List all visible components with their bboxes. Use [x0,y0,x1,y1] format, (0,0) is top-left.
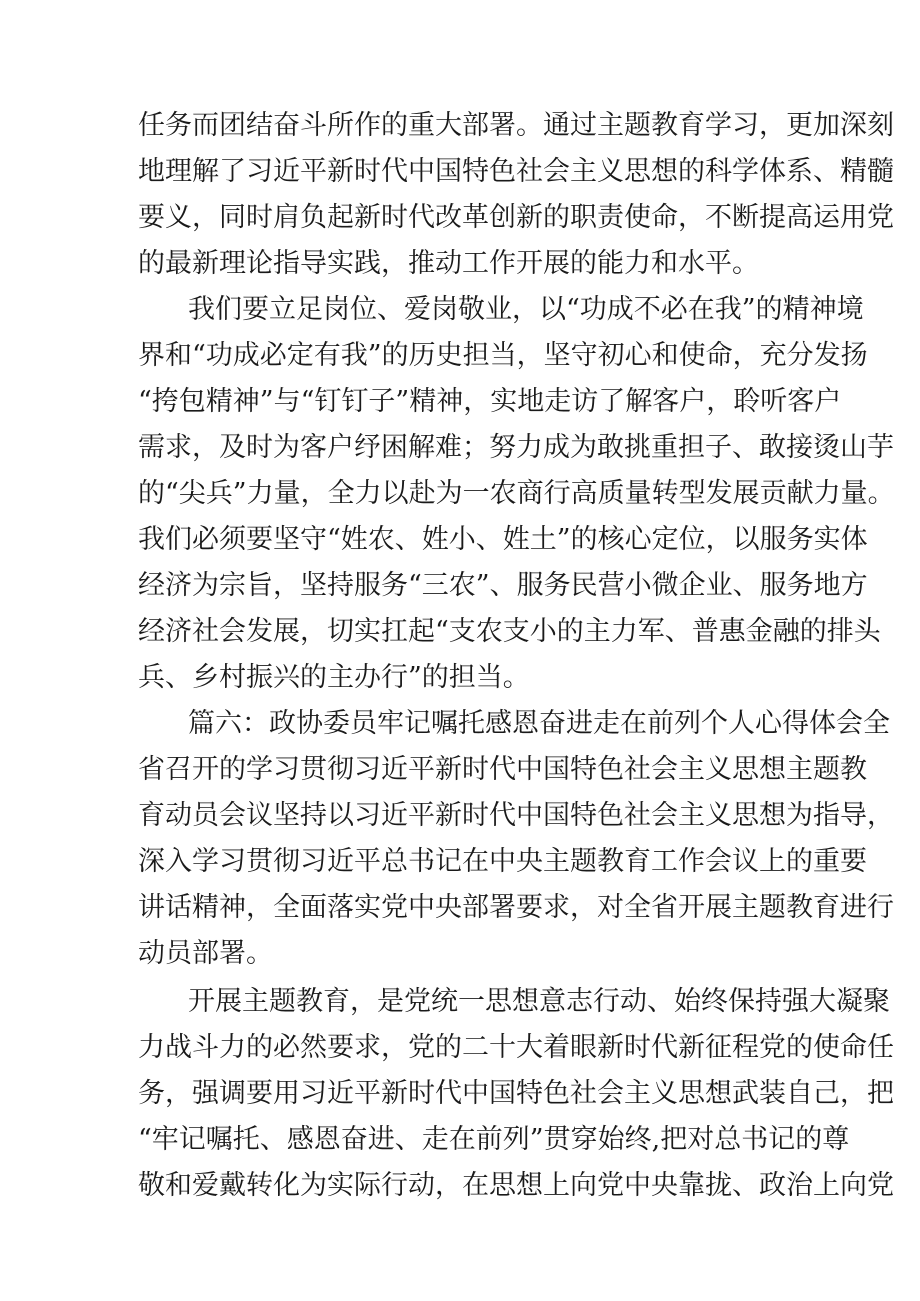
text-line: 敬和爱戴转化为实际行动，在思想上向党中央靠拢、政治上向党 [138,1170,894,1201]
text-line: 任务而团结奋斗所作的重大部署。通过主题教育学习，更加深刻 [138,110,894,141]
text-line: 需求，及时为客户纾困解难；努力成为敢挑重担子、敢接烫山芋 [138,432,894,463]
paragraph-first-line: 开展主题教育，是党统一思想意志行动、始终保持强大凝聚 [188,986,890,1017]
text-line: 的最新理论指导实践，推动工作开展的能力和水平。 [138,248,759,279]
text-line: 讲话精神，全面落实党中央部署要求，对全省开展主题教育进行 [138,892,894,923]
text-line: 我们必须要坚守“姓农、姓小、姓土”的核心定位，以服务实体 [138,524,868,555]
text-line: “挎包精神”与“钉钉子”精神，实地走访了解客户，聆听客户 [138,386,842,417]
text-line: 务，强调要用习近平新时代中国特色社会主义思想武装自己，把 [138,1078,894,1109]
text-line: 省召开的学习贯彻习近平新时代中国特色社会主义思想主题教 [138,754,867,785]
text-line: 兵、乡村振兴的主办行”的担当。 [138,662,530,693]
text-line: 育动员会议坚持以习近平新时代中国特色社会主义思想为指导， [138,800,894,831]
text-line: 深入学习贯彻习近平总书记在中央主题教育工作会议上的重要 [138,846,867,877]
text-line: 的“尖兵”力量，全力以赴为一农商行高质量转型发展贡献力量。 [138,478,895,509]
text-line: 经济为宗旨，坚持服务“三农”、服务民营小微企业、服务地方 [138,570,868,601]
text-line: 要义，同时肩负起新时代改革创新的职责使命，不断提高运用党 [138,202,894,233]
text-line: 动员部署。 [138,938,273,969]
paragraph-first-line: 我们要立足岗位、爱岗敬业，以“功成不必在我”的精神境 [188,294,864,325]
text-line: 经济社会发展，切实扛起“支农支小的主力军、普惠金融的排头 [138,616,881,647]
text-line: 力战斗力的必然要求，党的二十大着眼新时代新征程党的使命任 [138,1032,894,1063]
text-line: 界和“功成必定有我”的历史担当，坚守初心和使命，充分发扬 [138,340,868,371]
text-line: “牢记嘱托、感恩奋进、走在前列”贯穿始终,把对总书记的尊 [138,1124,850,1155]
text-line: 地理解了习近平新时代中国特色社会主义思想的科学体系、精髓 [138,156,894,187]
section-heading-line: 篇六：政协委员牢记嘱托感恩奋进走在前列个人心得体会全 [188,708,890,739]
